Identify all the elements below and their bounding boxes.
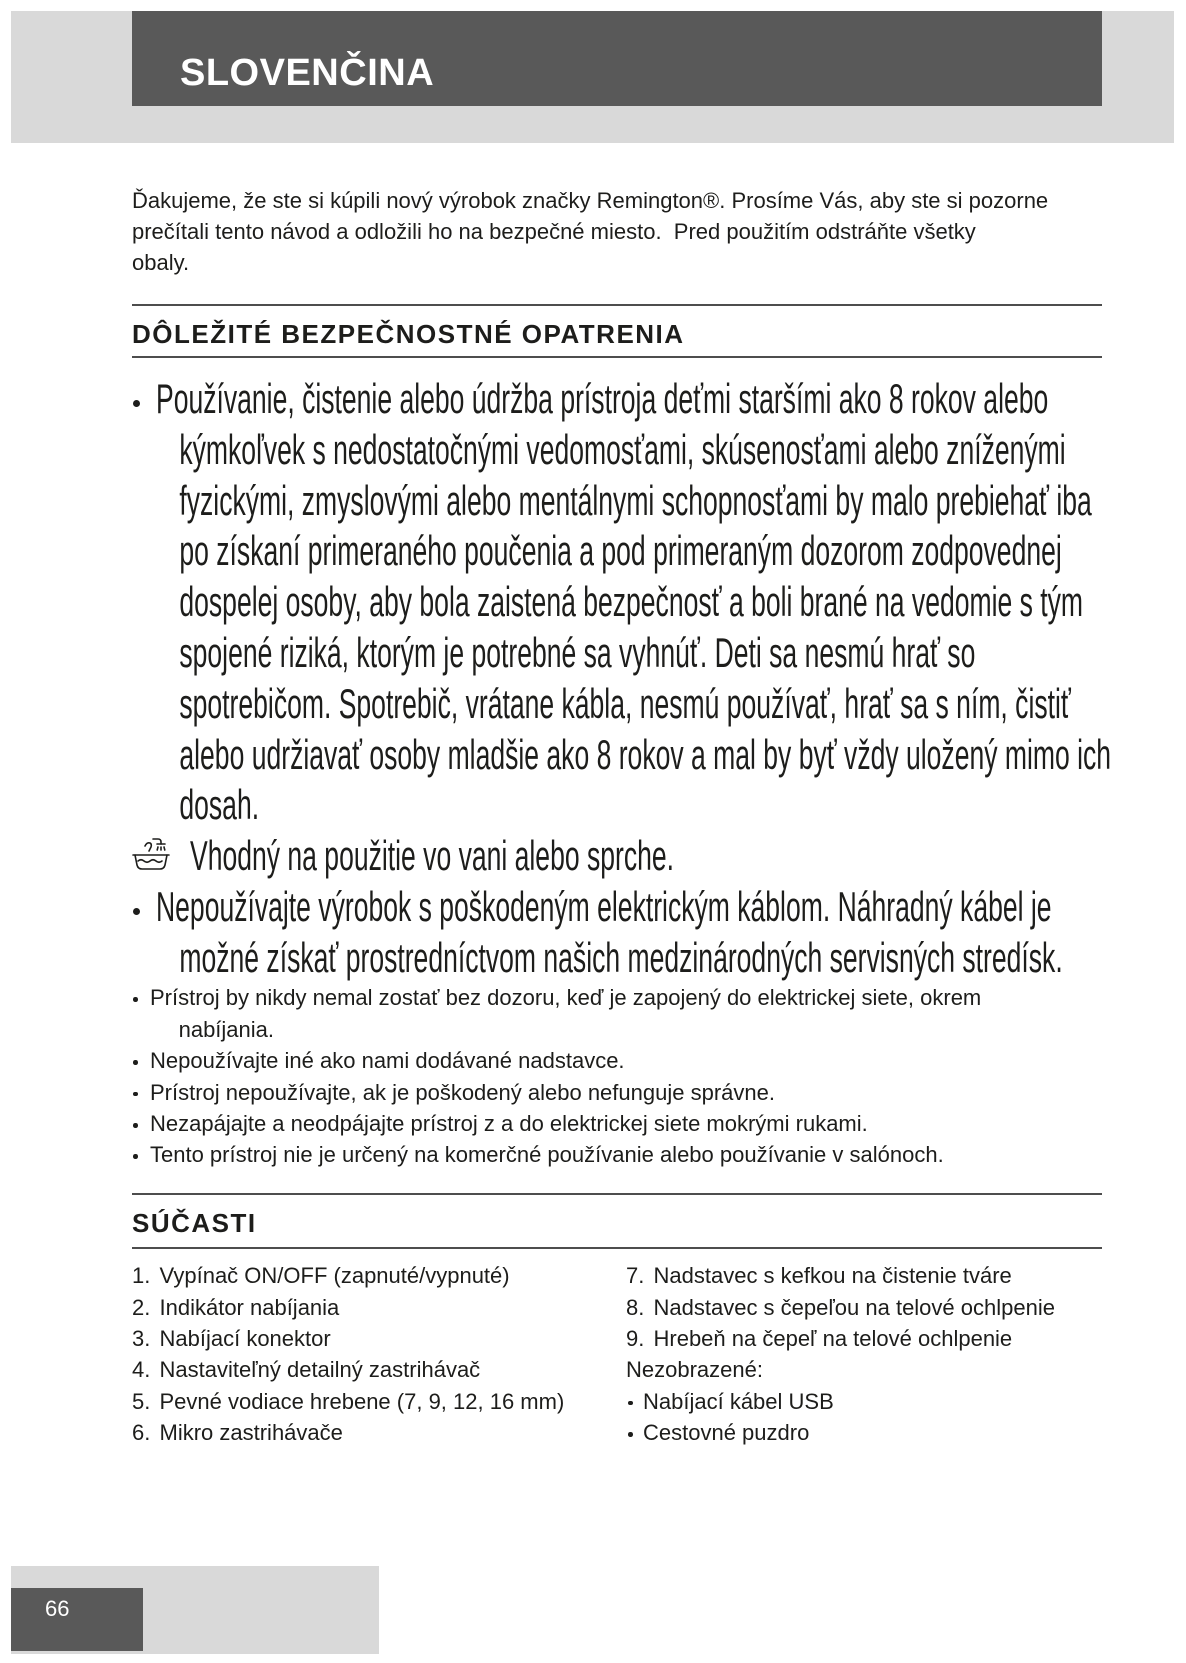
bullet-marker (133, 1154, 138, 1159)
list-item (132, 1108, 1132, 1139)
bullet-marker (133, 1092, 138, 1097)
bath-suitable-note: Vhodný na použitie vo vani alebo sprche. (190, 832, 675, 880)
parts-item-number: 6. (132, 1420, 151, 1446)
list-item-text: Tento prístroj nie je určený na komerčné používanie alebo používanie v salónoch. (150, 1142, 944, 1168)
parts-item-label: Nastaviteľný detailný zastrihávač (159, 1357, 481, 1383)
bullet-marker (133, 1060, 138, 1065)
list-item (132, 1045, 1132, 1076)
parts-item-label: Pevné vodiace hrebene (7, 9, 12, 16 mm) (159, 1388, 565, 1414)
parts-item-label: Hrebeň na čepeľ na telové ochlpenie (653, 1325, 1013, 1351)
parts-item-number: 1. (132, 1263, 151, 1289)
parts-item-label: Nadstavec s čepeľou na telové ochlpenie (653, 1294, 1055, 1320)
not-shown-item-label: Cestovné puzdro (643, 1420, 810, 1446)
safety-list (132, 982, 1132, 1170)
bullet-marker (628, 1432, 633, 1437)
safety-heading: DÔLEŽITÉ BEZPEČNOSTNÉ OPATRENIA (132, 319, 685, 349)
list-item-text: Nepoužívajte iné ako nami dodávané nadstavce. (150, 1048, 625, 1074)
not-shown-label: Nezobrazené: (626, 1357, 763, 1383)
list-item-text: Prístroj by nikdy nemal zostať bez dozoru, keď je zapojený do elektrickej siete, okrem nabíjania. (150, 985, 982, 1042)
parts-list-right (626, 1260, 1055, 1448)
bath-shower-icon (131, 836, 171, 872)
parts-item (626, 1292, 1055, 1323)
parts-item-number: 7. (626, 1263, 645, 1289)
list-item (132, 1077, 1132, 1108)
list-item-text: Nezapájajte a neodpájajte prístroj z a do elektrickej siete mokrými rukami. (150, 1110, 868, 1136)
bullet-marker (133, 400, 140, 407)
section-rule-top (132, 304, 1102, 306)
not-shown-item (626, 1386, 1055, 1417)
parts-item (132, 1417, 564, 1448)
page-title: SLOVENČINA (180, 52, 435, 94)
parts-item-number: 5. (132, 1388, 151, 1414)
parts-item-number: 8. (626, 1294, 645, 1320)
list-item (132, 1139, 1132, 1170)
parts-item (132, 1260, 564, 1291)
parts-item (132, 1323, 564, 1354)
list-item-text: Prístroj nepoužívajte, ak je poškodený alebo nefunguje správne. (150, 1079, 775, 1105)
not-shown-item (626, 1417, 1055, 1448)
parts-item-label: Nadstavec s kefkou na čistenie tváre (653, 1263, 1012, 1289)
parts-list-left (132, 1260, 564, 1448)
parts-item-label: Vypínač ON/OFF (zapnuté/vypnuté) (159, 1263, 510, 1289)
warning-item-cable: Nepoužívajte výrobok s poškodeným elektrickým káblom. Náhradný kábel je možné získať prostredníctvom našich medzinárodných servisných stredísk. (156, 883, 1063, 981)
parts-item (626, 1260, 1055, 1291)
parts-item-label: Mikro zastrihávače (159, 1420, 343, 1446)
warning-item-children: Používanie, čistenie alebo údržba prístroja deťmi staršími ako 8 rokov alebo kýmkoľvek s nedostatočnými vedomosťami, skúsenosťami alebo zníženými fyzickými, zmyslovými alebo mentálnymi schopnosťami by malo prebiehať iba po získaní primeraného poučenia a pod primeraným dozorom zodpovednej dospelej osoby, aby bola zaistená bezpečnosť a boli brané na vedomie s tým spojené riziká, ktorým je potrebné sa vyhnúť. Deti sa nesmú hrať so spotrebičom. Spotrebič, vrátane kábla, nesmú používať, hrať sa s ním, čistiť alebo udržiavať osoby mladšie ako 8 rokov a mal by byť vždy uložený mimo ich dosah. (156, 375, 1112, 829)
bullet-marker (133, 1123, 138, 1128)
page-number: 66 (45, 1596, 70, 1621)
parts-item-number: 3. (132, 1325, 151, 1351)
bullet-marker (133, 908, 140, 915)
not-shown-item-label: Nabíjací kábel USB (643, 1388, 834, 1414)
parts-item-number: 4. (132, 1357, 151, 1383)
parts-item-number: 2. (132, 1294, 151, 1320)
bullet-marker (133, 997, 138, 1002)
page-number-box (11, 1588, 143, 1651)
parts-item (132, 1292, 564, 1323)
parts-item (132, 1386, 564, 1417)
parts-item-label: Nabíjací konektor (159, 1325, 331, 1351)
bullet-marker (628, 1401, 633, 1406)
parts-item-label: Indikátor nabíjania (159, 1294, 340, 1320)
section-rule-bottom (132, 356, 1102, 358)
intro-paragraph: Ďakujeme, že ste si kúpili nový výrobok značky Remington®. Prosíme Vás, aby ste si pozorne prečítali tento návod a odložili ho na bezpečné miesto. Pred použitím odstráňte všetky obaly. (132, 187, 1049, 276)
parts-item (626, 1323, 1055, 1354)
list-item (132, 982, 1132, 1045)
parts-item-number: 9. (626, 1325, 645, 1351)
section-rule-bottom (132, 1247, 1102, 1249)
parts-heading: SÚČASTI (132, 1208, 257, 1238)
parts-item (132, 1354, 564, 1385)
section-rule-top (132, 1193, 1102, 1195)
